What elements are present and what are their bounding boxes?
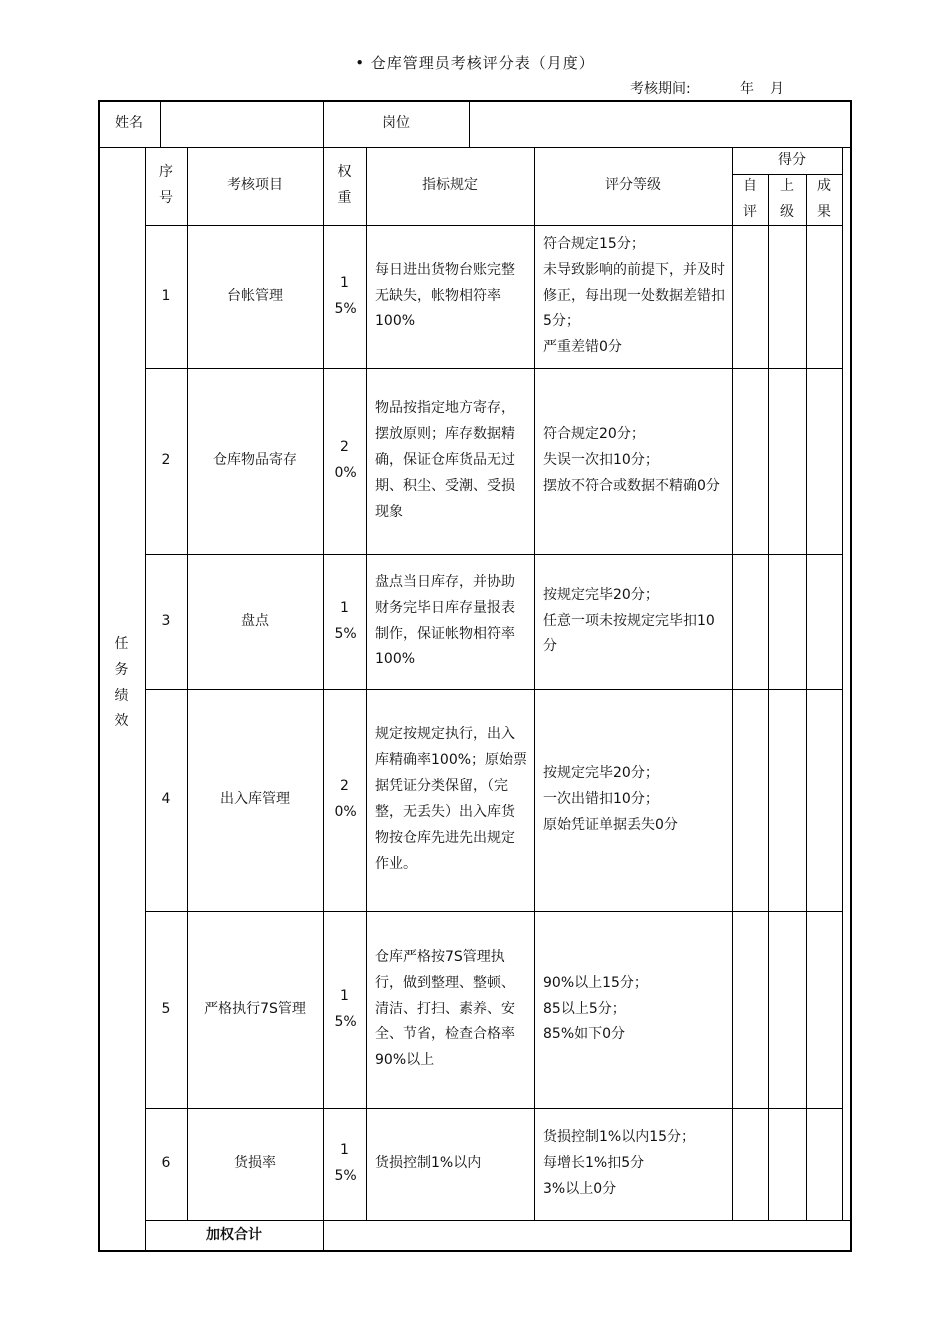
row-seq: 6 [161,1155,171,1172]
result-score-field[interactable] [807,369,841,553]
result-score-field[interactable] [807,912,841,1107]
row-seq: 5 [161,1000,171,1017]
row-weight-text: 20% [334,778,357,820]
grading-line: 严重差错0分 [543,339,622,356]
row-indicator: 规定按规定执行，出入库精确率100%；原始票据凭证分类保留，（完整，无丢失）出入库货物按仓库先进先出规定作业。 [375,726,528,872]
grading-line: 3%以上0分 [543,1180,617,1197]
row-grading-lines [543,422,720,500]
superior-score-field[interactable] [769,226,805,367]
col-grading-header: 评分等级 [605,177,661,194]
self-score-field[interactable] [733,555,767,688]
col-seq-text: 序号 [159,164,173,206]
row-seq: 1 [161,287,171,304]
self-score-field[interactable] [733,690,767,910]
grading-line: 未导致影响的前提下，并及时修正，每出现一处数据差错扣5分； [543,261,725,330]
col-self-text: 自评 [743,177,757,220]
col-superior-header [768,174,806,225]
row-weight [323,1108,366,1220]
row-item: 仓库物品寄存 [213,452,297,469]
self-score-field[interactable] [733,1109,767,1219]
col-seq-header [145,147,187,225]
col-superior-text: 上级 [780,177,794,220]
section-label-text: 任务绩效 [114,635,129,730]
post-field[interactable] [470,101,850,146]
row-weight-text: 15% [334,987,357,1030]
row-indicator: 盘点当日库存，并协助财务完毕日库存量报表制作，保证帐物相符率100% [375,573,515,668]
row-weight [323,689,366,911]
assessment-period [630,78,784,98]
name-field[interactable] [161,101,322,146]
superior-score-field[interactable] [769,1109,805,1219]
result-score-field[interactable] [807,1109,841,1219]
row-seq: 2 [161,452,171,469]
row-grading-lines [543,1125,695,1203]
weighted-total-field[interactable] [324,1221,850,1251]
period-month: 月 [770,81,784,97]
row-grading [534,368,732,554]
grading-line: 每增长1%扣5分 [543,1155,645,1172]
grading-line: 按规定完毕20分； [543,586,659,603]
result-score-field[interactable] [807,555,841,688]
row-indicator: 物品按指定地方寄存，摆放原则；库存数据精确，保证仓库货品无过期、积尘、受潮、受损现象 [375,400,515,520]
row-grading-lines [543,583,726,661]
grading-line: 失误一次扣10分； [543,452,659,469]
col-score-header: 得分 [778,151,806,168]
col-weight-text: 权重 [337,164,352,206]
row-weight-text: 15% [334,274,357,317]
grading-line: 任意一项未按规定完毕扣10分 [543,612,715,655]
result-score-field[interactable] [807,226,841,367]
grading-line: 原始凭证单据丢失0分 [543,816,678,833]
result-score-field[interactable] [807,690,841,910]
post-label: 岗位 [382,114,410,131]
row-weight [323,225,366,368]
row-weight [323,911,366,1108]
row-item: 严格执行7S管理 [204,1000,306,1017]
row-item: 出入库管理 [220,791,290,808]
col-item-header: 考核项目 [227,177,283,194]
col-weight-header [323,147,366,225]
row-weight [323,368,366,554]
name-label: 姓名 [115,114,143,131]
section-label [98,147,145,1220]
row-grading-lines [543,761,678,839]
superior-score-field[interactable] [769,912,805,1107]
row-seq: 3 [161,612,171,629]
grading-line: 85以上5分； [543,1000,626,1017]
col-indicator-header: 指标规定 [422,177,478,194]
row-indicator: 仓库严格按7S管理执行，做到整理、整顿、清洁、打扫、素养、安全、节省，检查合格率90%以上 [375,948,515,1069]
grading-line: 符合规定20分； [543,426,645,443]
row-weight-text: 20% [334,439,357,481]
row-item: 台帐管理 [227,287,283,304]
row-grading-lines [543,232,726,361]
grading-line: 按规定完毕20分； [543,765,659,782]
self-score-field[interactable] [733,912,767,1107]
grading-line: 摆放不符合或数据不精确0分 [543,477,720,494]
superior-score-field[interactable] [769,555,805,688]
row-grading [534,554,732,689]
row-grading [534,1108,732,1220]
row-weight-text: 15% [334,1142,357,1184]
period-year: 年 [740,81,754,97]
divider [842,147,843,1220]
col-result-text: 成果 [817,177,831,220]
row-grading [534,689,732,911]
row-indicator: 货损控制1%以内 [375,1155,482,1172]
row-seq: 4 [161,791,171,808]
superior-score-field[interactable] [769,369,805,553]
row-grading [534,911,732,1108]
self-score-field[interactable] [733,369,767,553]
col-result-header [806,174,842,225]
col-self-header [732,174,768,225]
row-weight [323,554,366,689]
self-score-field[interactable] [733,226,767,367]
row-grading [534,225,732,368]
grading-line: 85%如下0分 [543,1026,626,1043]
form-title: • 仓库管理员考核评分表（月度） [355,54,595,72]
grading-line: 符合规定15分； [543,235,645,252]
superior-score-field[interactable] [769,690,805,910]
row-weight-text: 15% [334,599,357,642]
row-grading-lines [543,971,648,1049]
grading-line: 一次出错扣10分； [543,791,659,808]
row-indicator: 每日进出货物台账完整无缺失，帐物相符率100% [375,261,515,330]
grading-line: 90%以上15分； [543,974,648,991]
row-item: 货损率 [234,1155,276,1172]
grading-line: 货损控制1%以内15分； [543,1129,696,1146]
row-item: 盘点 [241,612,269,629]
period-label: 考核期间: [630,81,691,97]
weighted-total-label: 加权合计 [206,1227,262,1244]
